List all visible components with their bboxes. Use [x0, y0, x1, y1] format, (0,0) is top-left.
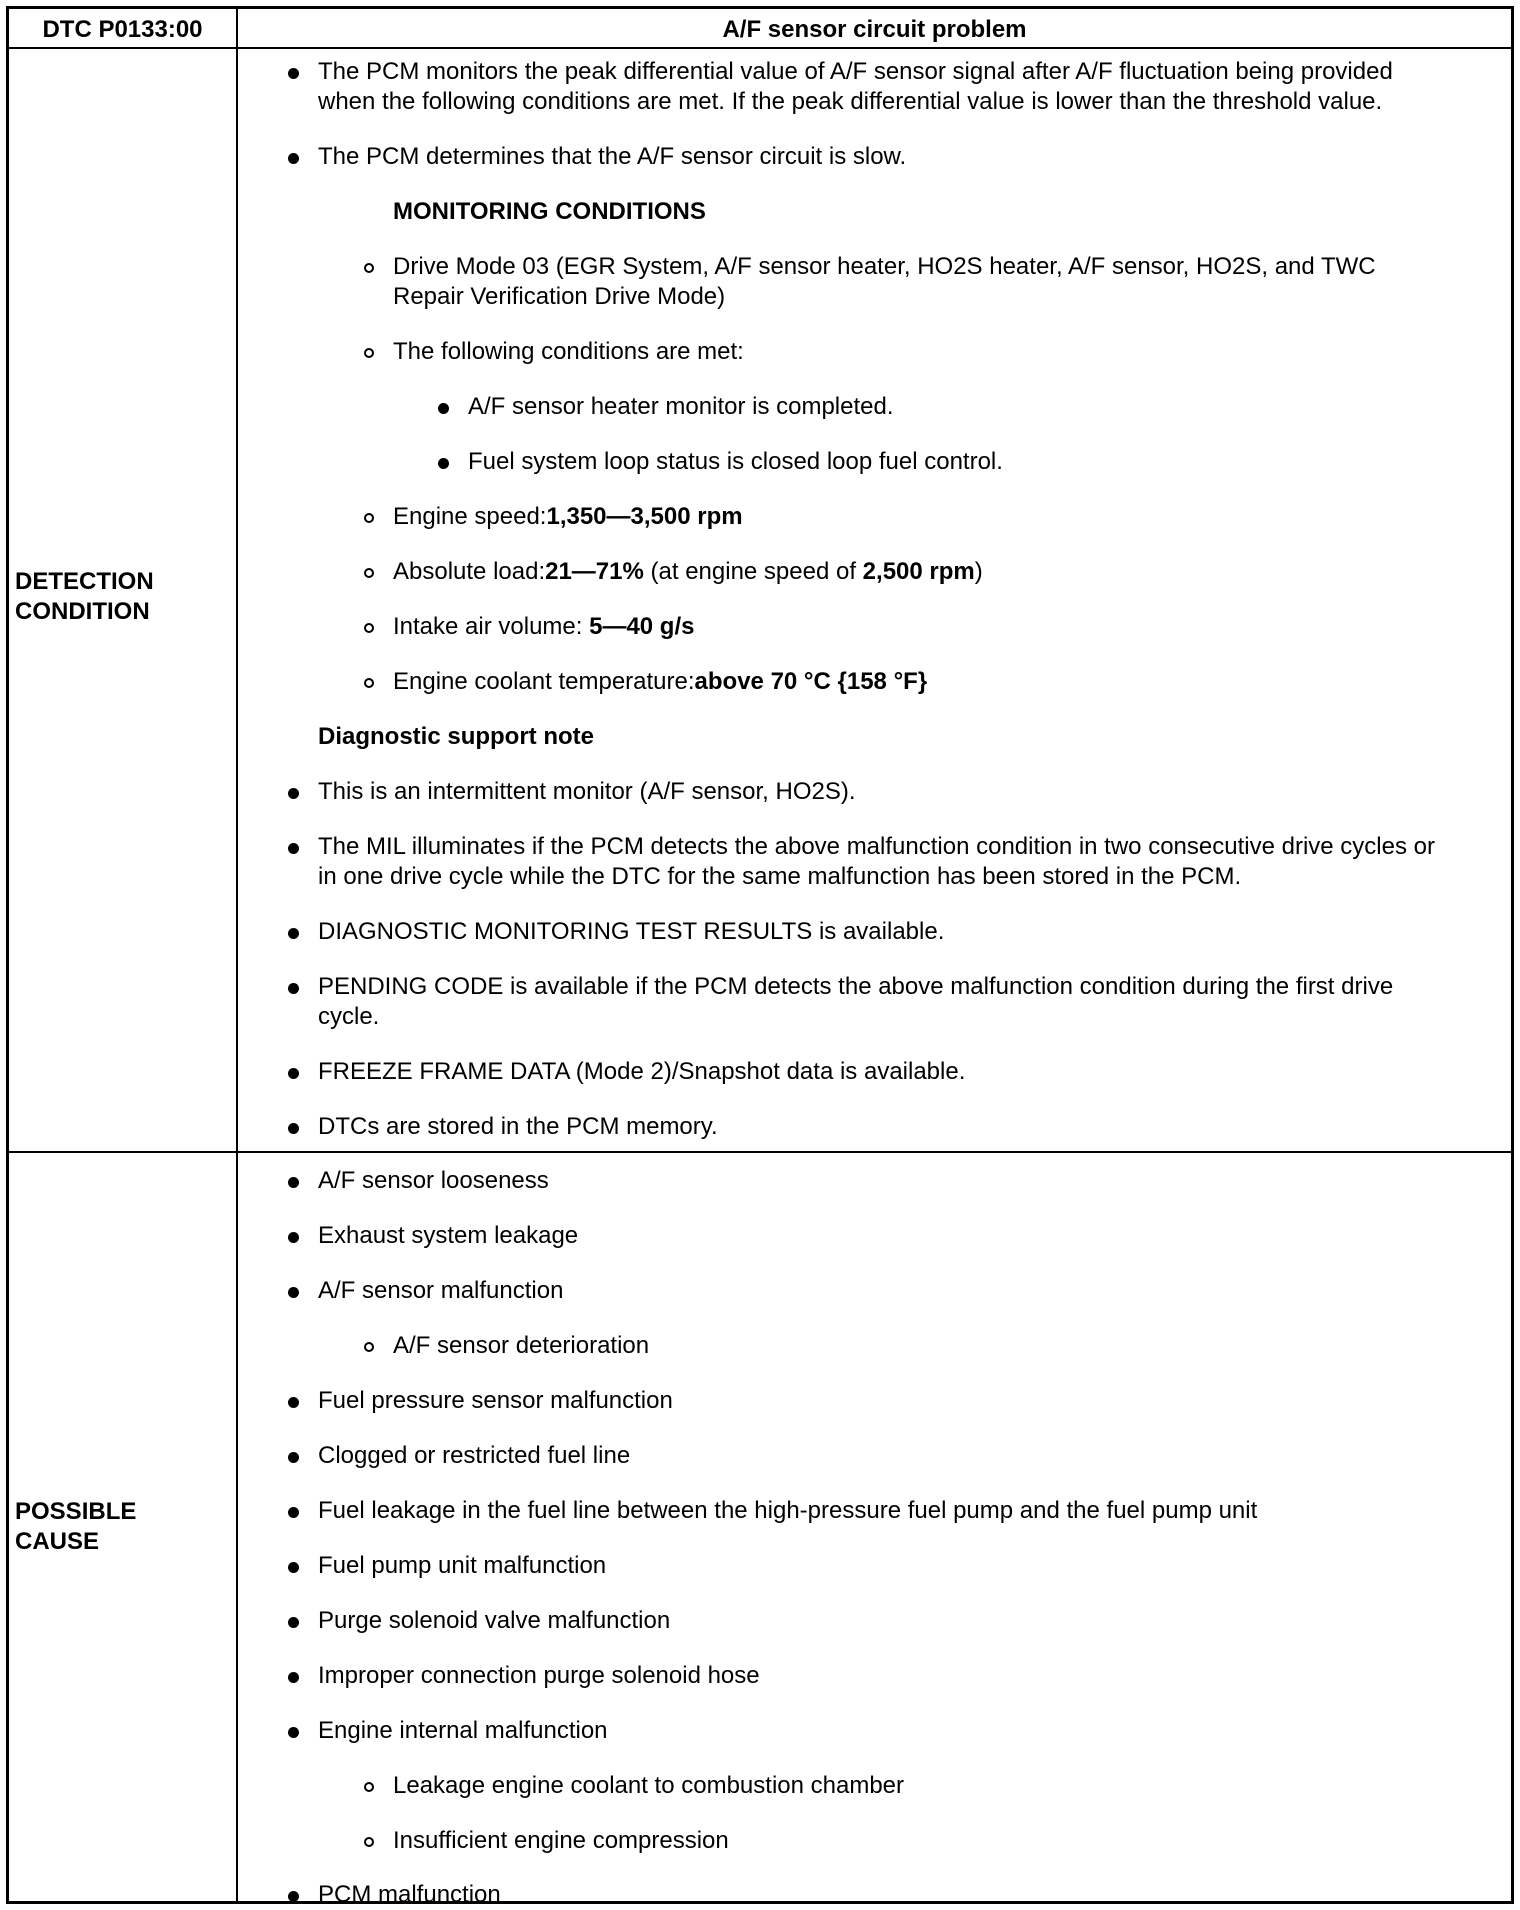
- condition-value: 5—40 g/s: [589, 613, 695, 640]
- bullet-icon: [288, 68, 299, 79]
- list-item: The following conditions are met:: [393, 338, 744, 365]
- detection-condition-label: [15, 567, 233, 627]
- bullet-icon: [288, 788, 299, 799]
- dtc-title: A/F sensor circuit problem: [722, 16, 1027, 43]
- ring-bullet-icon: [364, 568, 374, 578]
- ring-bullet-icon: [364, 1342, 374, 1352]
- bullet-icon: [288, 1507, 299, 1518]
- list-item: cycle.: [318, 1003, 380, 1030]
- bullet-icon: [288, 1068, 299, 1079]
- bullet-icon: [288, 983, 299, 994]
- condition-note: (at engine speed of: [643, 558, 863, 585]
- header-divider: [9, 47, 1511, 49]
- list-item: in one drive cycle while the DTC for the same malfunction has been stored in the PCM.: [318, 863, 1242, 890]
- bullet-icon: [288, 1123, 299, 1134]
- condition-label: Intake air volume:: [393, 613, 590, 640]
- bullet-icon: [288, 1672, 299, 1683]
- bullet-icon: [288, 1177, 299, 1188]
- condition-note: ): [974, 558, 983, 585]
- possible-cause-label: [15, 1497, 233, 1557]
- condition-value: 2,500 rpm: [862, 558, 975, 585]
- list-item: DTCs are stored in the PCM memory.: [318, 1113, 718, 1140]
- list-item: PCM malfunction: [318, 1881, 501, 1908]
- list-item: Purge solenoid valve malfunction: [318, 1607, 671, 1634]
- bullet-icon: [288, 928, 299, 939]
- bullet-icon: [438, 403, 449, 414]
- list-item: Engine internal malfunction: [318, 1717, 608, 1744]
- bullet-icon: [288, 1891, 299, 1902]
- ring-bullet-icon: [364, 1837, 374, 1847]
- cause-label-line2: CAUSE: [15, 1528, 100, 1555]
- condition-label: Engine coolant temperature:: [393, 668, 695, 695]
- ring-bullet-icon: [364, 678, 374, 688]
- ring-bullet-icon: [364, 1782, 374, 1792]
- column-divider: [236, 9, 238, 1901]
- ring-bullet-icon: [364, 348, 374, 358]
- list-item: Fuel pump unit malfunction: [318, 1552, 607, 1579]
- list-item: FREEZE FRAME DATA (Mode 2)/Snapshot data is available.: [318, 1058, 966, 1085]
- bullet-icon: [438, 458, 449, 469]
- list-item: Insufficient engine compression: [393, 1827, 729, 1854]
- condition-label: Engine speed:: [393, 503, 547, 530]
- list-item: Leakage engine coolant to combustion chamber: [393, 1772, 905, 1799]
- detection-label-line1: DETECTION: [15, 568, 154, 595]
- bullet-icon: [288, 1562, 299, 1573]
- diagnostic-support-heading: Diagnostic support note: [318, 723, 594, 750]
- list-item: Fuel system loop status is closed loop fuel control.: [468, 448, 1003, 475]
- list-item: The PCM determines that the A/F sensor circuit is slow.: [318, 143, 907, 170]
- dtc-table: [6, 6, 1514, 1908]
- ring-bullet-icon: [364, 263, 374, 273]
- bullet-icon: [288, 1617, 299, 1628]
- list-item: Drive Mode 03 (EGR System, A/F sensor heater, HO2S heater, A/F sensor, HO2S, and TWC: [393, 253, 1376, 280]
- condition-label: Absolute load:: [393, 558, 546, 585]
- list-item: The PCM monitors the peak differential value of A/F sensor signal after A/F fluctuation being provided: [318, 58, 1393, 85]
- list-item: A/F sensor heater monitor is completed.: [468, 393, 894, 420]
- bullet-icon: [288, 1287, 299, 1298]
- row-divider: [9, 1151, 1511, 1153]
- detection-label-line2: CONDITION: [15, 598, 150, 625]
- bullet-icon: [288, 843, 299, 854]
- bullet-icon: [288, 1727, 299, 1738]
- ring-bullet-icon: [364, 623, 374, 633]
- list-item: Fuel leakage in the fuel line between the high-pressure fuel pump and the fuel pump unit: [318, 1497, 1258, 1524]
- list-item: Improper connection purge solenoid hose: [318, 1662, 760, 1689]
- list-item: [393, 612, 694, 642]
- condition-value: 1,350—3,500 rpm: [546, 503, 743, 530]
- list-item: when the following conditions are met. If the peak differential value is lower than the threshold value.: [318, 88, 1383, 115]
- condition-value: 21—71%: [545, 558, 644, 585]
- list-item: A/F sensor looseness: [318, 1167, 549, 1194]
- list-item: The MIL illuminates if the PCM detects the above malfunction condition in two consecutive drive cycles or: [318, 833, 1435, 860]
- bullet-icon: [288, 1232, 299, 1243]
- list-item: A/F sensor deterioration: [393, 1332, 650, 1359]
- list-item: [393, 502, 743, 532]
- bullet-icon: [288, 1397, 299, 1408]
- list-item: Exhaust system leakage: [318, 1222, 579, 1249]
- cause-label-line1: POSSIBLE: [15, 1498, 137, 1525]
- list-item: This is an intermittent monitor (A/F sensor, HO2S).: [318, 778, 856, 805]
- list-item: Repair Verification Drive Mode): [393, 283, 726, 310]
- ring-bullet-icon: [364, 513, 374, 523]
- list-item: [393, 667, 927, 697]
- bullet-icon: [288, 1452, 299, 1463]
- list-item: [393, 557, 983, 587]
- list-item: A/F sensor malfunction: [318, 1277, 564, 1304]
- list-item: DIAGNOSTIC MONITORING TEST RESULTS is available.: [318, 918, 945, 945]
- list-item: Clogged or restricted fuel line: [318, 1442, 631, 1469]
- list-item: Fuel pressure sensor malfunction: [318, 1387, 673, 1414]
- condition-value: above 70 °C {158 °F}: [694, 668, 928, 695]
- dtc-code: DTC P0133:00: [42, 16, 203, 43]
- bullet-icon: [288, 153, 299, 164]
- monitoring-conditions-heading: MONITORING CONDITIONS: [393, 198, 706, 225]
- list-item: PENDING CODE is available if the PCM detects the above malfunction condition during the first drive: [318, 973, 1394, 1000]
